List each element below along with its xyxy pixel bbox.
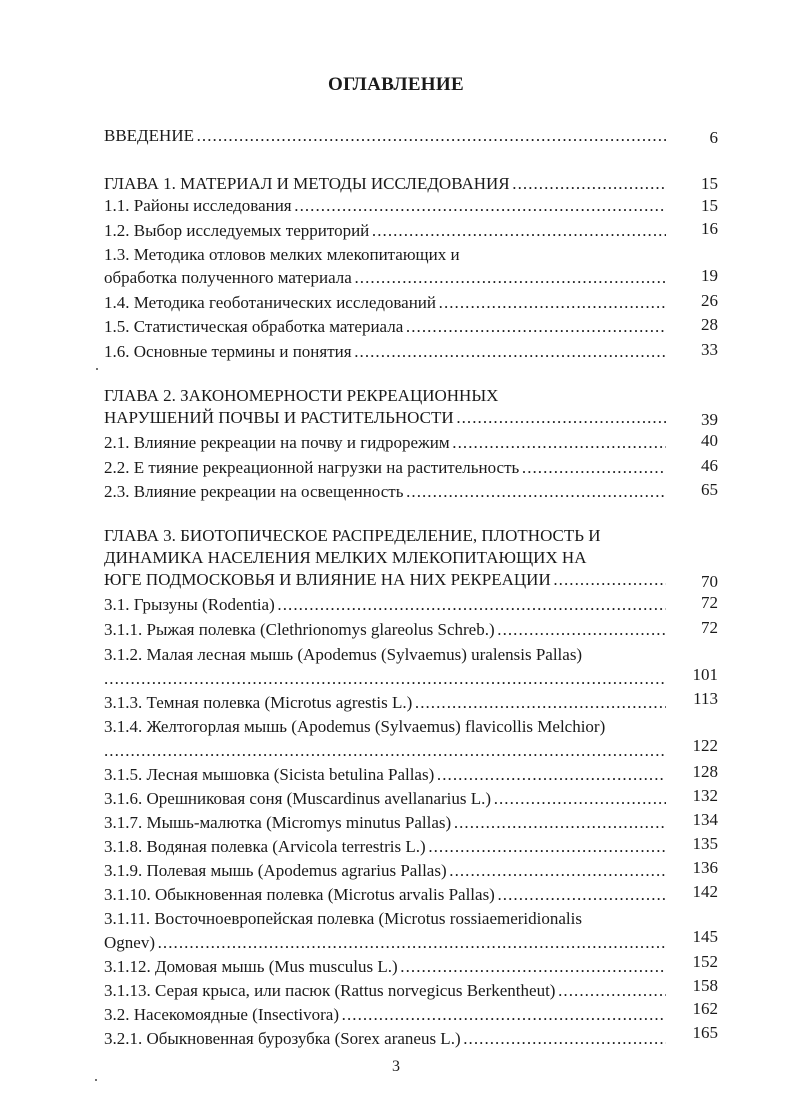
toc-page-number: 26 bbox=[701, 291, 718, 310]
toc-page-number: 162 bbox=[692, 999, 718, 1018]
toc-page-number: 145 bbox=[692, 927, 718, 946]
toc-entry-subsection: 3.2.1. Обыкновенная бурозубка (Sorex araneus L.) . . . bbox=[104, 1028, 666, 1050]
toc-entry-section-continued: обработка полученного материала . . . bbox=[104, 267, 666, 289]
toc-page-number: 122 bbox=[692, 736, 718, 755]
toc-entry-subsection: 3.1.10. Обыкновенная полевка (Microtus arvalis Pallas) . . . bbox=[104, 884, 666, 906]
toc-page-number: 46 bbox=[701, 456, 718, 475]
toc-entry-subsection-continued bbox=[104, 740, 666, 762]
toc-entry-chapter-2: ГЛАВА 2. ЗАКОНОМЕРНОСТИ РЕКРЕАЦИОННЫХ bbox=[104, 386, 499, 405]
toc-entry-chapter-1: ГЛАВА 1. МАТЕРИАЛ И МЕТОДЫ ИССЛЕДОВАНИЯ . . . bbox=[104, 173, 666, 195]
toc-entry-introduction: ВВЕДЕНИЕ . . . bbox=[104, 125, 666, 147]
toc-entry-subsection: 3.1.9. Полевая мышь (Apodemus agrarius Pallas) . . . bbox=[104, 860, 666, 882]
toc-entry-section: 1.6. Основные термины и понятия . . . bbox=[104, 341, 666, 363]
toc-entry-section: 3.1. Грызуны (Rodentia) . . . bbox=[104, 594, 666, 616]
toc-page-number: 19 bbox=[701, 266, 718, 285]
toc-entry-section: 1.5. Статистическая обработка материала . . . bbox=[104, 316, 666, 338]
toc-entry-subsection: 3.1.5. Лесная мышовка (Sicista betulina Pallas) . . . bbox=[104, 764, 666, 786]
page-title: ОГЛАВЛЕНИЕ bbox=[328, 74, 464, 95]
toc-page-number: 132 bbox=[692, 786, 718, 805]
toc-page-number: 158 bbox=[692, 976, 718, 995]
toc-page-number: 113 bbox=[693, 689, 718, 708]
toc-entry-subsection-continued bbox=[104, 668, 666, 690]
toc-page-number: 72 bbox=[701, 593, 718, 612]
toc-entry-subsection: 3.1.2. Малая лесная мышь (Apodemus (Sylvaemus) uralensis Pallas) bbox=[104, 645, 583, 664]
toc-page-number: 128 bbox=[692, 762, 718, 781]
toc-page-number: 152 bbox=[692, 952, 718, 971]
toc-entry-chapter-3-continued: ДИНАМИКА НАСЕЛЕНИЯ МЕЛКИХ МЛЕКОПИТАЮЩИХ НА bbox=[104, 548, 587, 567]
toc-entry-subsection: 3.1.7. Мышь-малютка (Micromys minutus Pallas) . . . bbox=[104, 812, 666, 834]
scan-speck bbox=[95, 1079, 97, 1081]
toc-page-number: 28 bbox=[701, 315, 718, 334]
toc-page-number: 65 bbox=[701, 480, 718, 499]
page-number: 3 bbox=[392, 1058, 400, 1075]
toc-entry-chapter-2-continued: НАРУШЕНИЙ ПОЧВЫ И РАСТИТЕЛЬНОСТИ . . . bbox=[104, 407, 666, 429]
toc-page-number: 134 bbox=[692, 810, 718, 829]
toc-page-number: 40 bbox=[701, 431, 718, 450]
toc-page-number: 15 bbox=[701, 174, 718, 193]
toc-entry-section: 1.2. Выбор исследуемых территорий . . . bbox=[104, 220, 666, 242]
toc-page-number: 135 bbox=[692, 834, 718, 853]
toc-page-number: 33 bbox=[701, 340, 718, 359]
toc-entry-subsection: 3.1.11. Восточноевропейская полевка (Microtus rossiaemeridionalis bbox=[104, 909, 582, 928]
toc-page-number: 70 bbox=[701, 572, 718, 591]
toc-entry-subsection: 3.1.13. Серая крыса, или пасюк (Rattus norvegicus Berkentheut) . . . bbox=[104, 980, 666, 1002]
toc-entry-section: 2.2. Е тияние рекреационной нагрузки на растительность . . . bbox=[104, 457, 666, 479]
toc-entry-subsection: 3.1.1. Рыжая полевка (Clethrionomys glareolus Schreb.) . . . bbox=[104, 619, 666, 641]
toc-page-number: 6 bbox=[709, 128, 718, 147]
toc-page-number: 165 bbox=[692, 1023, 718, 1042]
toc-entry-section: 1.4. Методика геоботанических исследований . . . bbox=[104, 292, 666, 314]
toc-entry-chapter-3: ГЛАВА 3. БИОТОПИЧЕСКОЕ РАСПРЕДЕЛЕНИЕ, ПЛОТНОСТЬ И bbox=[104, 526, 601, 545]
toc-entry-section: 1.3. Методика отловов мелких млекопитающих и bbox=[104, 245, 460, 264]
toc-page-number: 15 bbox=[701, 196, 718, 215]
toc-entry-subsection: 3.1.6. Орешниковая соня (Muscardinus avellanarius L.) . . . bbox=[104, 788, 666, 810]
toc-entry-chapter-3-continued: ЮГЕ ПОДМОСКОВЬЯ И ВЛИЯНИЕ НА НИХ РЕКРЕАЦИИ . . . bbox=[104, 569, 666, 591]
toc-entry-section: 3.2. Насекомоядные (Insectivora) . . . bbox=[104, 1004, 666, 1026]
toc-entry-subsection: 3.1.4. Желтогорлая мышь (Apodemus (Sylvaemus) flavicollis Melchior) bbox=[104, 717, 606, 736]
toc-page-number: 16 bbox=[701, 219, 718, 238]
toc-entry-subsection-continued: Ognev) . . . bbox=[104, 932, 666, 954]
toc-page-number: 136 bbox=[692, 858, 718, 877]
toc-page-number: 72 bbox=[701, 618, 718, 637]
toc-page-number: 142 bbox=[692, 882, 718, 901]
toc-entry-subsection: 3.1.12. Домовая мышь (Mus musculus L.) . . . bbox=[104, 956, 666, 978]
toc-entry-subsection: 3.1.8. Водяная полевка (Arvicola terrestris L.) . . . bbox=[104, 836, 666, 858]
toc-entry-subsection: 3.1.3. Темная полевка (Microtus agrestis L.) . . . bbox=[104, 692, 666, 714]
toc-page-number: 39 bbox=[701, 410, 718, 429]
toc-page-number: 101 bbox=[692, 665, 718, 684]
scan-speck bbox=[96, 368, 98, 370]
toc-entry-section: 2.3. Влияние рекреации на освещенность . . . bbox=[104, 481, 666, 503]
toc-entry-section: 2.1. Влияние рекреации на почву и гидрорежим . . . bbox=[104, 432, 666, 454]
toc-entry-section: 1.1. Районы исследования . . . bbox=[104, 195, 666, 217]
